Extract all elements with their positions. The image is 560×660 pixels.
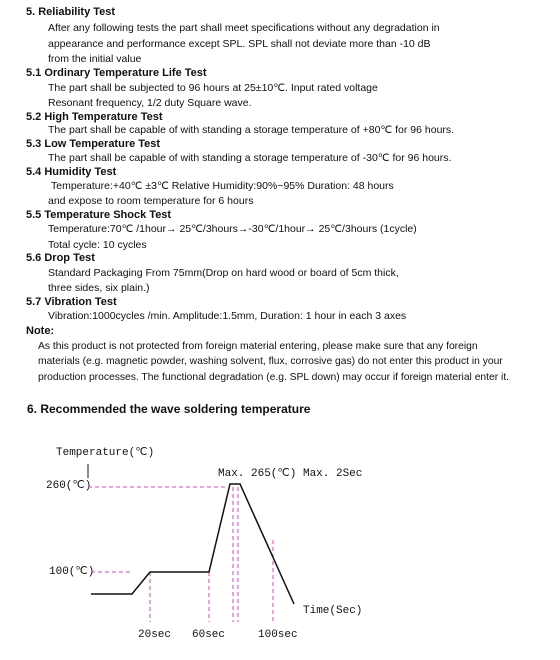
section-5-text-3: from the initial value <box>48 53 142 65</box>
section-5-3-text-1: The part shall be capable of with standing a storage temperature of -30℃ for 96 hours. <box>48 152 452 164</box>
section-5-2-title: 5.2 High Temperature Test <box>26 111 163 123</box>
section-5-4-text-2: and expose to room temperature for 6 hours <box>48 195 254 207</box>
section-5-3-title: 5.3 Low Temperature Test <box>26 138 161 150</box>
note-text-2: materials (e.g. magnetic powder, washing solvent, flux, corrosive gas) do not enter this product in your <box>38 356 503 367</box>
section-5-6-text-2: three sides, six plain.) <box>48 282 150 294</box>
note-text-3: production processes. The functional degradation (e.g. SPL down) may occur if foreign material enter it. <box>38 372 510 383</box>
temperature-profile-line <box>91 484 294 604</box>
x-axis-label: Time(Sec) <box>303 605 363 617</box>
section-5-7-text-1: Vibration:1000cycles /min. Amplitude:1.5mm, Duration: 1 hour in each 3 axes <box>48 310 407 322</box>
section-5-2-text-1: The part shall be capable of with standing a storage temperature of +80℃ for 96 hours. <box>48 124 455 136</box>
section-5-text-2: appearance and performance except SPL. SPL shall not deviate more than -10 dB <box>48 38 431 50</box>
section-5-5-text-2: Total cycle: 10 cycles <box>48 239 147 251</box>
section-6-title: 6. Recommended the wave soldering temperature <box>27 402 311 416</box>
y-tick-label-100: 100(℃) <box>49 566 95 578</box>
peak-label: Max. 265(℃) Max. 2Sec <box>218 468 363 480</box>
note-text-1: As this product is not protected from foreign material entering, please make sure that any foreign <box>38 341 478 352</box>
x-tick-label-60: 60sec <box>192 629 226 641</box>
section-5-7-title: 5.7 Vibration Test <box>26 296 117 308</box>
x-tick-label-100: 100sec <box>258 629 298 641</box>
section-5-4-text-1: Temperature:+40℃ ±3℃ Relative Humidity:90%~95% Duration: 48 hours <box>51 180 394 192</box>
section-5-title: 5. Reliability Test <box>26 6 116 18</box>
y-tick-label-260: 260(℃) <box>46 480 92 492</box>
section-5-1-title: 5.1 Ordinary Temperature Life Test <box>26 67 207 79</box>
section-5-5-text-1: Temperature:70℃ /1hour→ 25℃/3hours→-30℃/1hour→ 25℃/3hours (1cycle) <box>48 223 417 235</box>
section-5-text-1: After any following tests the part shall meet specifications without any degradation in <box>48 22 440 34</box>
section-5-6-text-1: Standard Packaging From 75mm(Drop on hard wood or board of 5cm thick, <box>48 267 399 279</box>
section-5-5-title: 5.5 Temperature Shock Test <box>26 209 172 221</box>
section-5-1-text-1: The part shall be subjected to 96 hours at 25±10℃. Input rated voltage <box>48 82 378 94</box>
x-tick-label-20: 20sec <box>138 629 172 641</box>
section-5-1-text-2: Resonant frequency, 1/2 duty Square wave. <box>48 97 252 109</box>
note-title: Note: <box>26 325 55 337</box>
section-5-6-title: 5.6 Drop Test <box>26 252 95 264</box>
section-5-4-title: 5.4 Humidity Test <box>26 166 117 178</box>
y-axis-label: Temperature(℃) <box>56 447 155 459</box>
